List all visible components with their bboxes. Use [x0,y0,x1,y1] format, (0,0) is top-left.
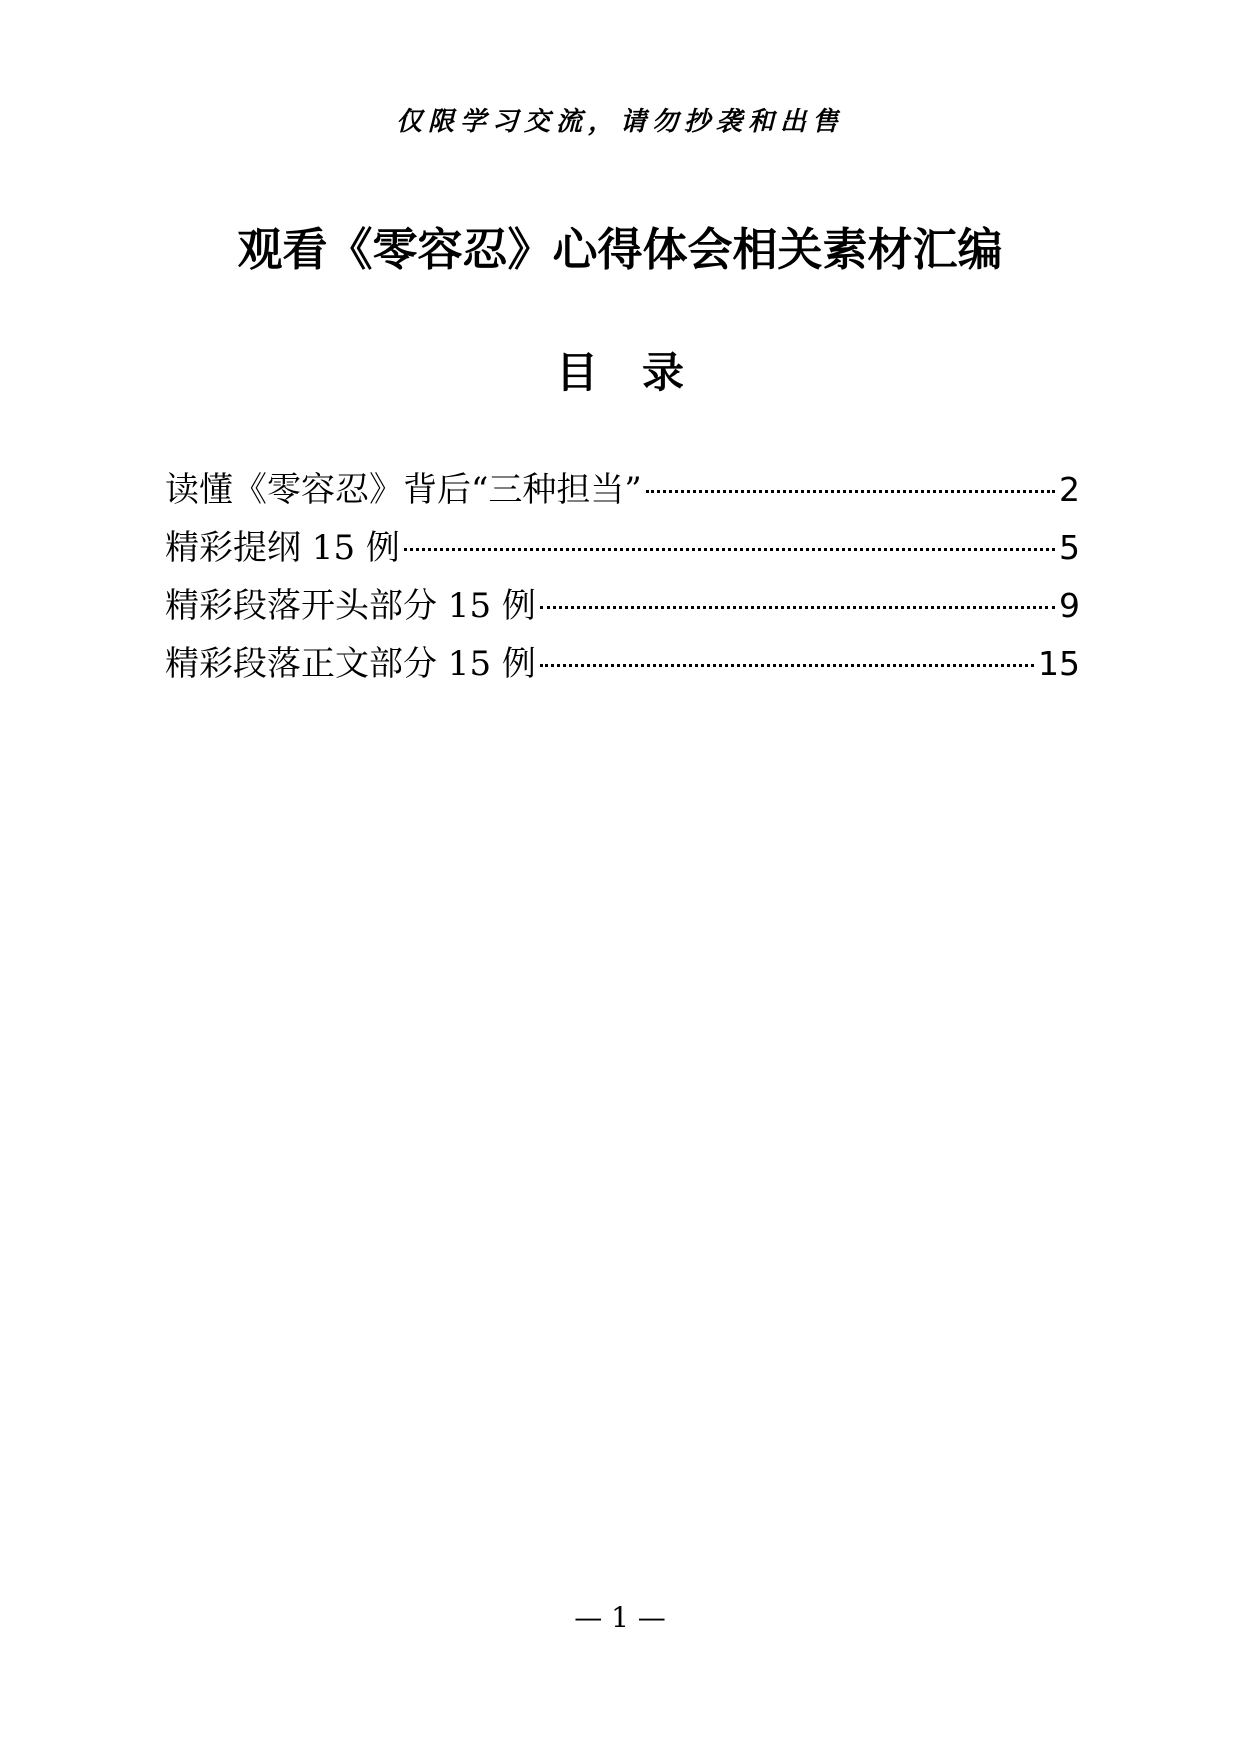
toc-entry-label: 精彩段落正文部分 15 例 [165,644,536,684]
toc-entry[interactable] [165,577,1080,635]
toc-entry[interactable] [165,635,1080,693]
toc-dot-leader [646,490,1055,493]
toc-entry-page: 15 [1038,644,1080,683]
toc-entry[interactable] [165,461,1080,519]
toc-dot-leader [540,664,1034,667]
table-of-contents [165,461,1080,693]
page-number: — 1 — [574,1601,666,1634]
toc-heading: 目录 [555,348,728,397]
toc-entry-page: 2 [1059,470,1080,509]
toc-entry-label: 精彩段落开头部分 15 例 [165,586,536,626]
toc-dot-leader [540,606,1055,609]
header-notice: 仅限学习交流，请勿抄袭和出售 [395,107,844,137]
toc-dot-leader [404,548,1055,551]
toc-entry-page: 5 [1059,528,1080,567]
document-title: 观看《零容忍》心得体会相关素材汇编 [237,223,1003,276]
toc-entry[interactable] [165,519,1080,577]
toc-entry-label: 读懂《零容忍》背后“三种担当” [165,470,642,510]
toc-entry-label: 精彩提纲 15 例 [165,528,400,568]
toc-entry-page: 9 [1059,586,1080,625]
